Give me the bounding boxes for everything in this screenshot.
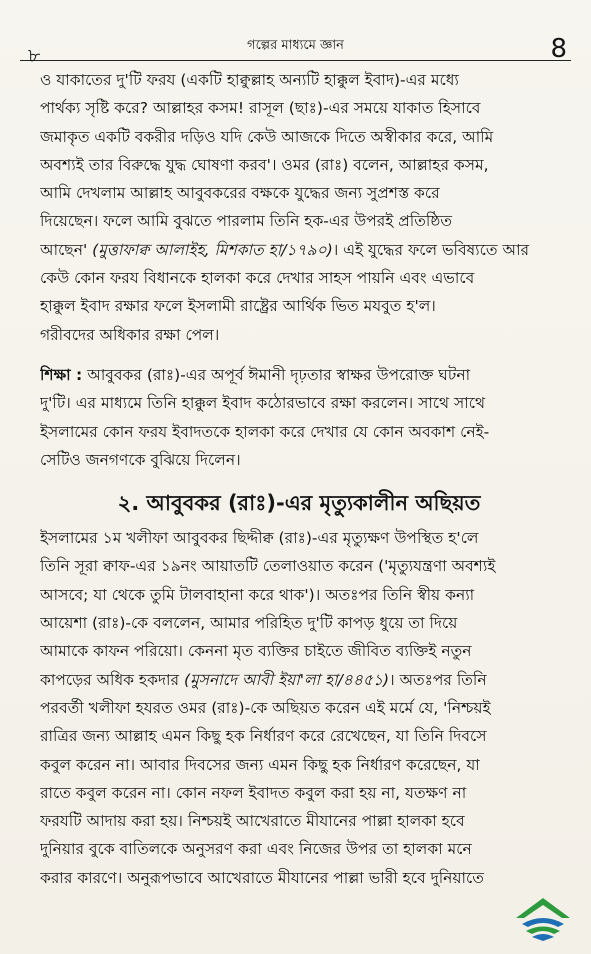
text-line: দুনিয়ার বুকে বাতিলকে অনুসরণ করা এবং নিজের উপর তা হালকা মনে	[40, 840, 472, 859]
text-fragment: । এই যুদ্ধের ফলে ভবিষ্যতে আর	[332, 240, 530, 259]
text-line: আমি দেখলাম আল্লাহ আবুবকরের বক্ষকে যুদ্ধের জন্য সুপ্রশস্ত করে	[40, 184, 440, 203]
citation: (মুসনাদে আবী ইয়া'লা হা/৪৪৫১)	[184, 670, 390, 689]
page-number-right: 8	[550, 34, 567, 64]
page-number-left: ৮	[28, 45, 41, 67]
paragraph-2	[40, 524, 558, 892]
text-line: ইসলামের কোন ফরয ইবাদতকে হালকা করে দেখার যে কোন অবকাশ নেই-	[40, 422, 490, 441]
citation: (মুত্তাফাক্ব আলাইহ, মিশকাত হা/১৭৯০)	[92, 240, 333, 259]
text-line: আসবে; যা থেকে তুমি টালবাহানা করে থাক')। অতঃপর তিনি স্বীয় কন্যা	[40, 585, 475, 604]
text-line: পরবর্তী খলীফা হযরত ওমর (রাঃ)-কে অছিয়ত করেন এই মর্মে যে, 'নিশ্চয়ই	[40, 698, 491, 717]
text-line	[40, 666, 558, 694]
text-line: রাত্রির জন্য আল্লাহ এমন কিছু হক নির্ধারণ করে রেখেছেন, যা তিনি দিবসে	[40, 727, 487, 746]
text-line: ইসলামের ১ম খলীফা আবুবকর ছিদ্দীক্ব (রাঃ)-এর মৃত্যুক্ষণ উপস্থিত হ'লে	[40, 529, 479, 548]
paragraph-1	[40, 66, 558, 349]
text-fragment: । অতঃপর তিনি	[389, 670, 487, 689]
text-line: কবুল করেন না। আবার দিবসের জন্য এমন কিছু হক নির্ধারণ করেছেন, যা	[40, 755, 480, 774]
text-line: দিয়েছেন। ফলে আমি বুঝতে পারলাম তিনি হক-এর উপরই প্রতিষ্ঠিত	[40, 212, 453, 231]
text-line: রাতে কবুল করেন না। কোন নফল ইবাদত কবুল করা হয় না, যতক্ষণ না	[40, 783, 467, 802]
lesson-paragraph	[40, 361, 558, 474]
page-body	[40, 66, 558, 892]
text-line	[40, 236, 558, 264]
text-line: সেটিও জনগণকে বুঝিয়ে দিলেন।	[40, 450, 241, 469]
text-line: হাক্কুল ইবাদ রক্ষার ফলে ইসলামী রাষ্ট্রের আর্থিক ভিত মযবুত হ'ল।	[40, 297, 436, 316]
text-line: করার কারণে। অনুরূপভাবে আখেরাতে মীযানের পাল্লা ভারী হবে দুনিয়াতে	[40, 868, 484, 887]
text-line	[40, 361, 558, 389]
text-line: আমাকে কাফন পরিয়ো। কেননা মৃত ব্যক্তির চাইতে জীবিত ব্যক্তিই নতুন	[40, 642, 472, 661]
lesson-label: শিক্ষা :	[40, 365, 83, 384]
text-line: দু'টি। এর মাধ্যমে তিনি হাক্কুল ইবাদ কঠোরভাবে রক্ষা করলেন। সাথে সাথে	[40, 394, 486, 413]
text-fragment: কাপড়ের অধিক হকদার	[40, 670, 185, 689]
text-line: কেউ কোন ফরয বিধানকে হালকা করে দেখার সাহস পায়নি এবং এভাবে	[40, 269, 475, 288]
running-header	[20, 14, 571, 67]
text-line: পার্থক্য সৃষ্টি করে? আল্লাহর কসম! রাসূল (ছাঃ)-এর সময়ে যাকাত হিসাবে	[40, 99, 481, 118]
text-line: তিনি সূরা ক্বাফ-এর ১৯নং আয়াতটি তেলাওয়াত করেন ('মৃত্যুযন্ত্রণা অবশ্যই	[40, 557, 496, 576]
text-fragment: আছেন'	[40, 240, 93, 259]
text-line: ফরযটি আদায় করা হয়। নিশ্চয়ই আখেরাতে মীযানের পাল্লা হালকা হবে	[40, 812, 465, 831]
running-title: গল্পের মাধ্যমে জ্ঞান	[247, 38, 344, 53]
text-line: অবশ্যই তার বিরুদ্ধে যুদ্ধ ঘোষণা করব'। ওমর (রাঃ) বলেন, আল্লাহর কসম,	[40, 155, 489, 174]
text-line: আয়েশা (রাঃ)-কে বললেন, আমার পরিহিত দু'টি কাপড় ধুয়ে তা দিয়ে	[40, 614, 458, 633]
publisher-logo-icon	[512, 892, 574, 942]
text-fragment: আবুবকর (রাঃ)-এর অপূর্ব ঈমানী দৃঢ়তার স্বাক্ষর উপরোক্ত ঘটনা	[82, 365, 471, 384]
text-line: জমাকৃত একটি বকরীর দড়িও যদি কেউ আজকে দিতে অস্বীকার করে, আমি	[40, 127, 494, 146]
text-line: গরীবদের অধিকার রক্ষা পেল।	[40, 325, 220, 344]
text-line: ও যাকাতের দু'টি ফরয (একটি হাক্বুল্লাহ অন্যটি হাক্কুল ইবাদ)-এর মধ্যে	[40, 71, 459, 89]
section-heading: ২. আবুবকর (রাঃ)-এর মৃত্যুকালীন অছিয়ত	[117, 491, 481, 516]
